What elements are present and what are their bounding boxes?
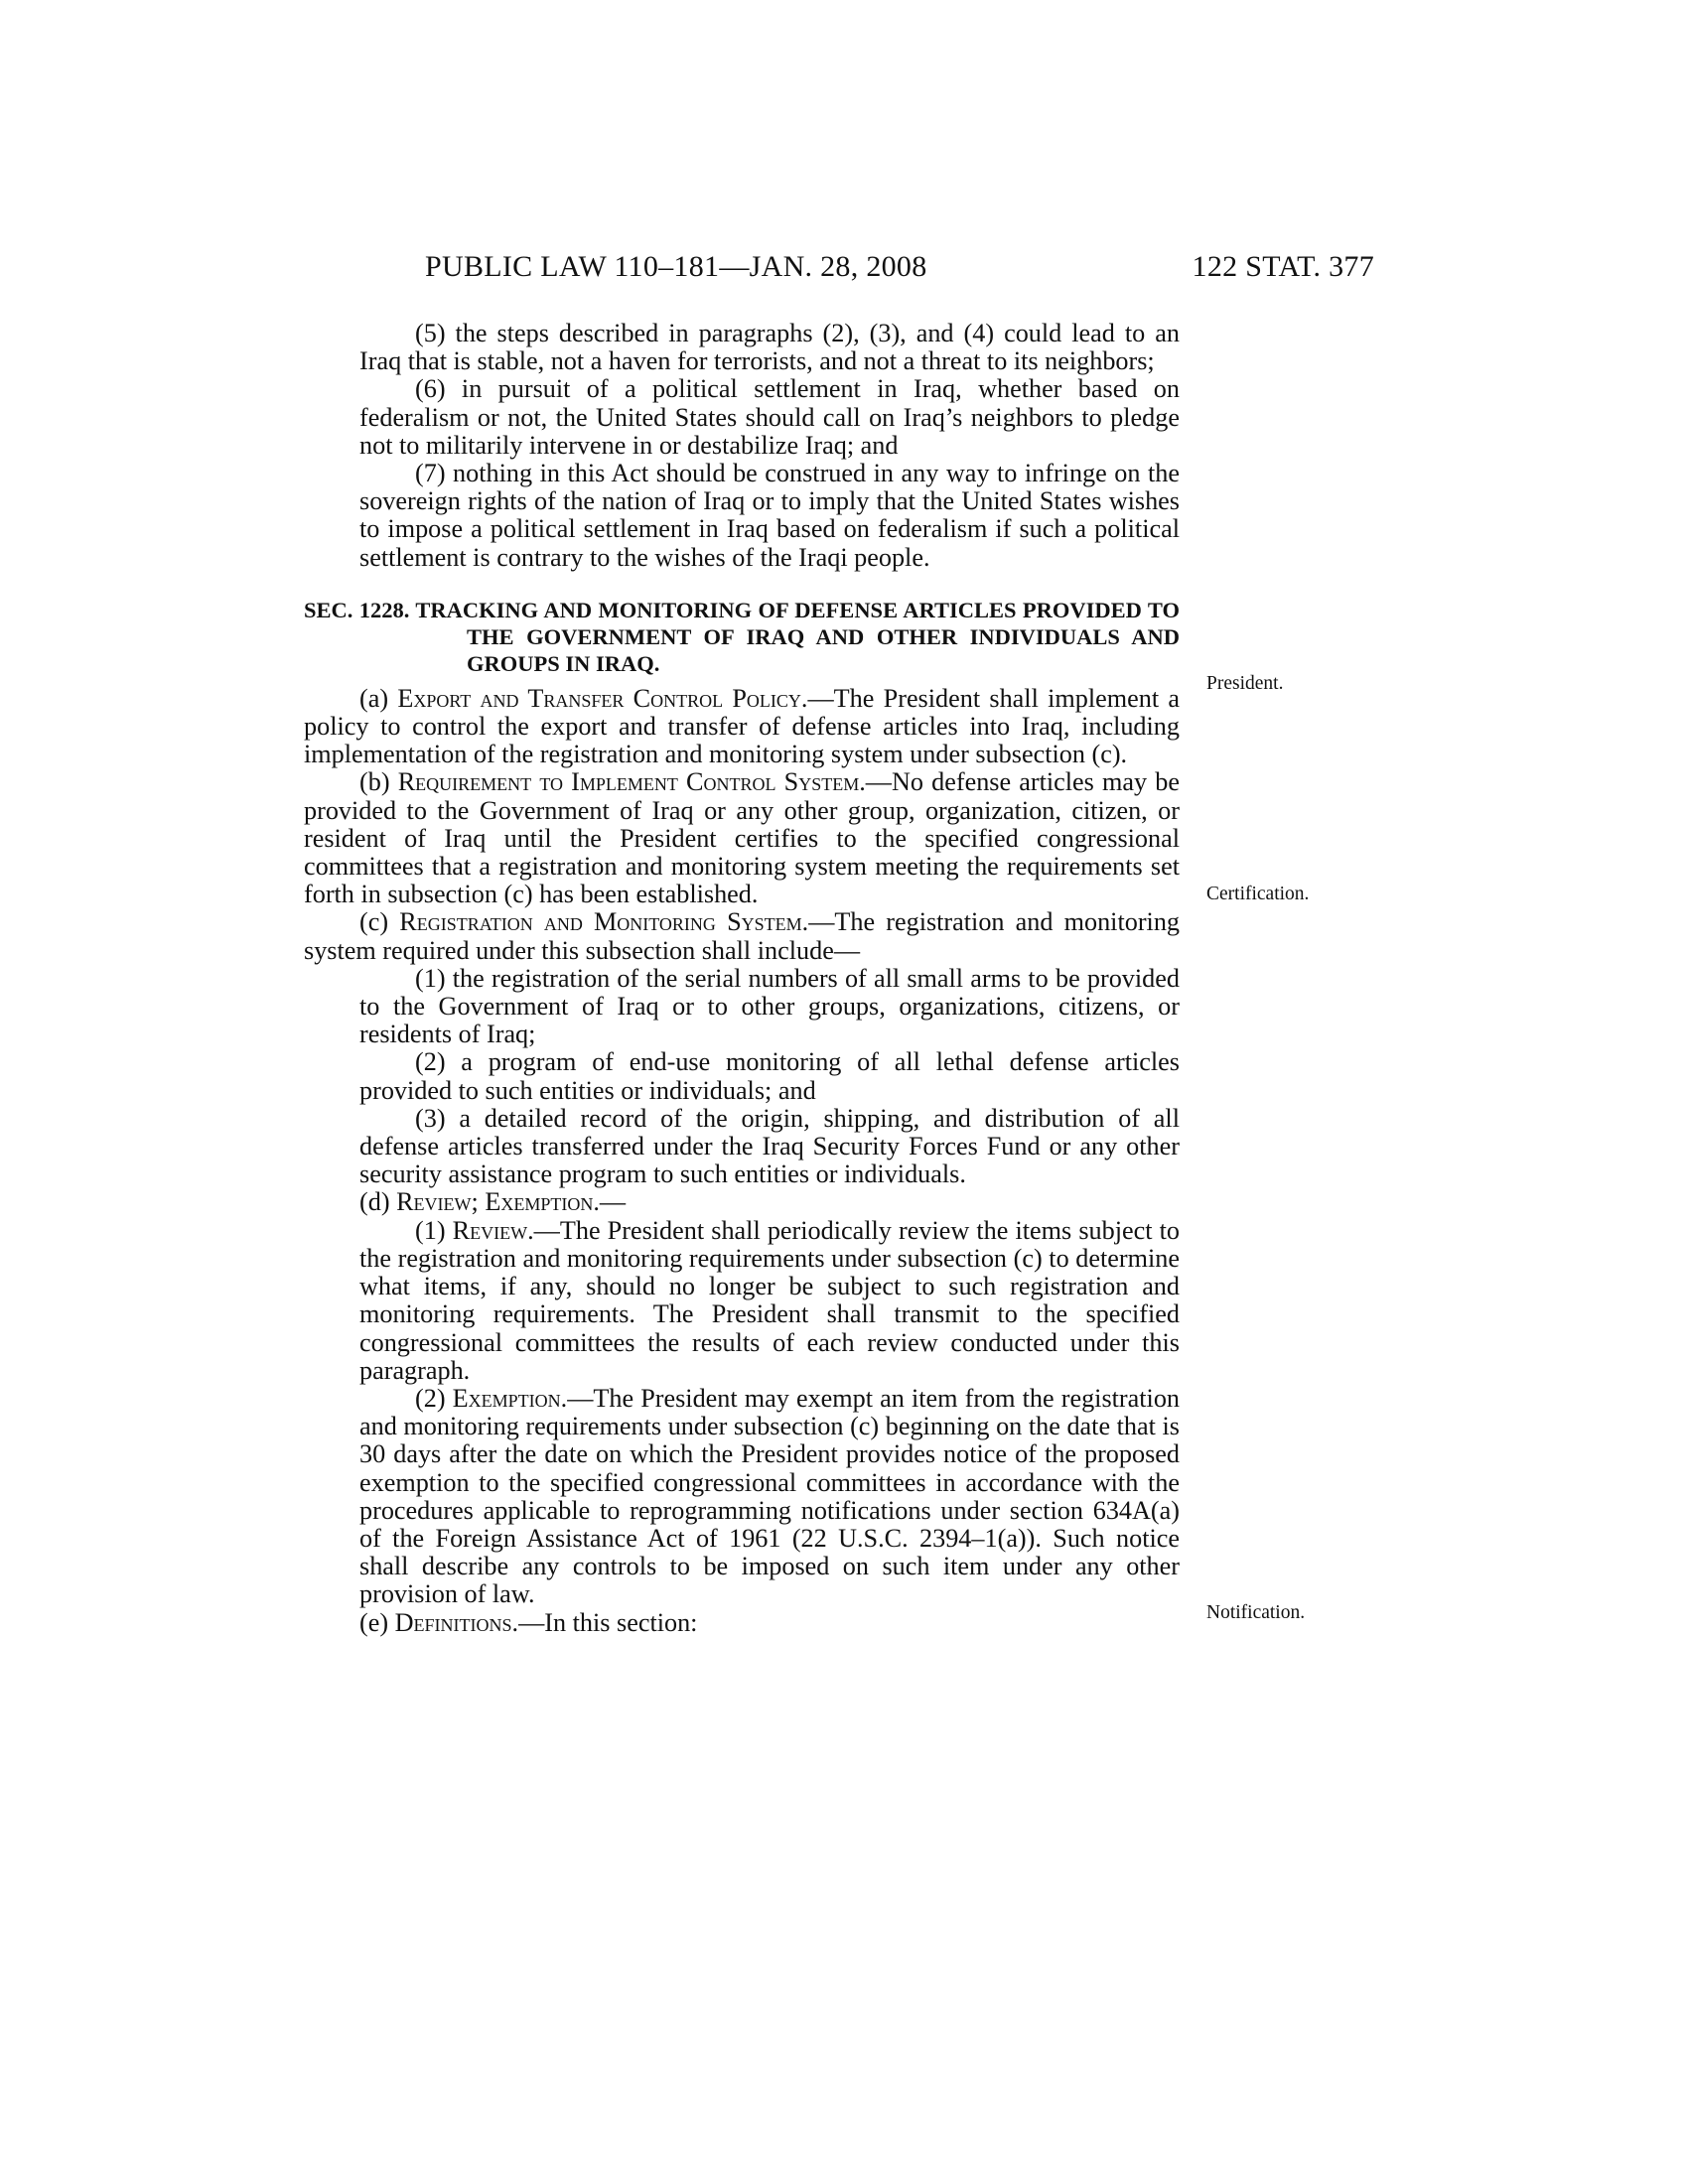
subsection-c-title: Registration and Monitoring System. (399, 907, 809, 937)
paragraph-5: (5) the steps described in paragraphs (2), (3), and (4) could lead to an Iraq that is stable, not a haven for terrorists, and not a threat to its neighbors; (359, 319, 1180, 376)
subsection-d-item-1: (1) Review.—The President shall periodically review the items subject to the registration and monitoring requirements under subsection (c) to determine what items, if any, should no longer be subject to such registration and monitoring requirements. The President shall transmit to the specified congressional committees the results of each review conducted under this paragraph. (359, 1215, 1181, 1385)
subsection-e: (e) Definitions.—In this section: (359, 1607, 698, 1637)
paragraph-6: (6) in pursuit of a political settlement in Iraq, whether based on federalism or not, the United States should call on Iraq’s neighbors to pledge not to militarily intervene in or destabilize Iraq; and (359, 374, 1180, 460)
subsection-a-title: Export and Transfer Control Policy. (397, 683, 808, 713)
margin-note-notification: Notification. (1206, 1602, 1306, 1623)
subsection-d-item-2: (2) Exemption.—The President may exempt an item from the registration and monitoring requirements under subsection (c) beginning on the date that is 30 days after the date on which the President provides notice of the proposed exemption to the specified congressional committees in accordance with the procedures applicable to reprogramming notifications under section 634A(a) of the Foreign Assistance Act of 1961 (22 U.S.C. 2394–1(a)). Such notice shall describe any controls to be imposed on such item under any other provision of law. (359, 1383, 1180, 1609)
document-body (304, 320, 1180, 1637)
subsection-b: (b) Requirement to Implement Control System.—No defense articles may be provided to the Government of Iraq or any other group, organization, citizen, or resident of Iraq until the President certifies to the specified congressional committees that a registration and monitoring system meeting the requirements set forth in subsection (c) has been established. (304, 767, 1181, 909)
paragraph-7: (7) nothing in this Act should be construed in any way to infringe on the sovereign rights of the nation of Iraq or to imply that the United States wishes to impose a political settlement in Iraq based on federalism if such a political settlement is contrary to the wishes of the Iraqi people. (359, 459, 1180, 572)
subsection-a: (a) Export and Transfer Control Policy.—The President shall implement a policy to control the export and transfer of defense articles into Iraq, including implementation of the registration and monitoring system under subsection (c). (304, 683, 1181, 769)
subsection-c-item-2: (2) a program of end-use monitoring of all lethal defense articles provided to such entities or individuals; and (359, 1047, 1180, 1105)
section-heading: SEC. 1228. TRACKING AND MONITORING OF DEFENSE ARTICLES PROVIDED TO THE GOVERNMENT OF IRAQ AND OTHER INDIVIDUALS AND GROUPS IN IRAQ. (304, 597, 1180, 676)
subsection-e-title: Definitions. (394, 1607, 519, 1637)
running-header-title: PUBLIC LAW 110–181—JAN. 28, 2008 (425, 250, 927, 283)
page-citation: 122 STAT. 377 (1192, 250, 1374, 283)
margin-note-certification: Certification. (1206, 884, 1310, 904)
subsection-d-title: Review; Exemption. (396, 1187, 600, 1217)
subsection-b-title: Requirement to Implement Control System. (397, 767, 866, 797)
subsection-c-item-1: (1) the registration of the serial numbers of all small arms to be provided to the Government of Iraq or to other groups, organizations, citizens, or residents of Iraq; (359, 963, 1180, 1049)
subsection-c: (c) Registration and Monitoring System.—The registration and monitoring system required under this subsection shall include— (304, 907, 1181, 965)
subsection-d: (d) Review; Exemption.— (359, 1187, 627, 1217)
margin-note-president: President. (1206, 673, 1284, 694)
subsection-c-item-3: (3) a detailed record of the origin, shipping, and distribution of all defense articles transferred under the Iraq Security Forces Fund or any other security assistance program to such entities or individuals. (359, 1103, 1180, 1189)
